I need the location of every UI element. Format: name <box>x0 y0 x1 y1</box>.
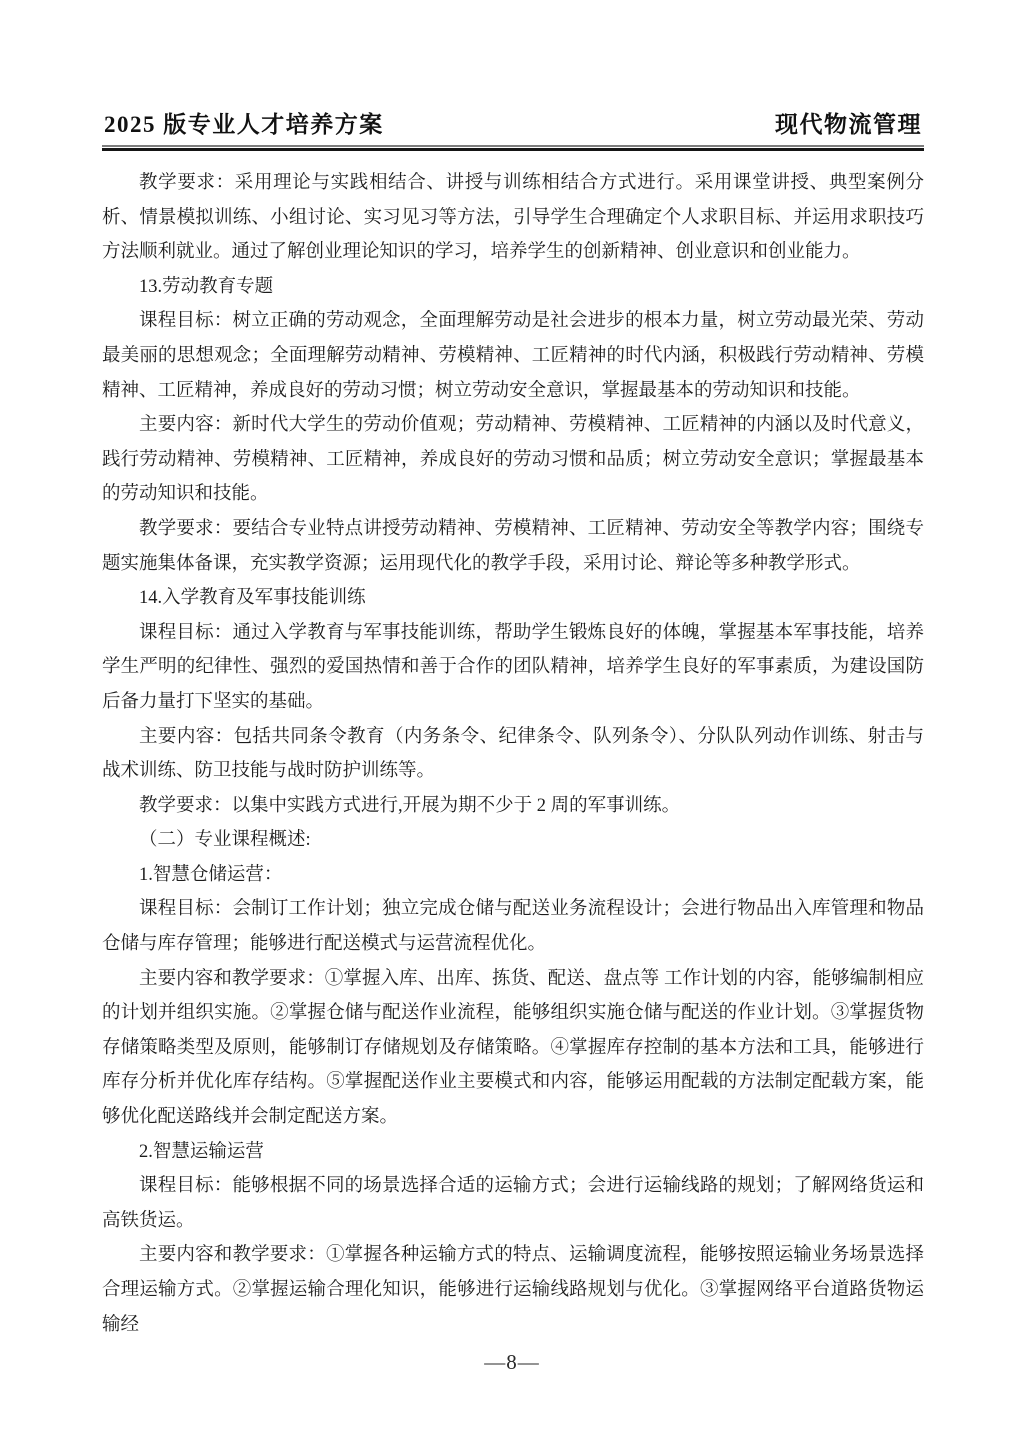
header-right-title: 现代物流管理 <box>775 112 922 137</box>
paragraph-content-requirements-warehousing: 主要内容和教学要求：①掌握入库、出库、拣货、配送、盘点等 工作计划的内容，能够编制相应的计划并组织实施。②掌握仓储与配送作业流程，能够组织实施仓储与配送的作业计划。③掌握货物存储策略类型及原则，能够制订存储规划及存储策略。④掌握库存控制的基本方法和工具，能够进行库存分析并优化库存结构。⑤掌握配送作业主要模式和内容，能够运用配载的方法制定配载方案，能够优化配送路线并会制定配送方案。 <box>102 968 924 1128</box>
heading-1-smart-warehousing: 1.智慧仓储运营： <box>139 864 283 885</box>
header-rule-thin-line <box>102 145 924 147</box>
paragraph-course-objectives-14: 课程目标：通过入学教育与军事技能训练，帮助学生锻炼良好的体魄，掌握基本军事技能，培养学生严明的纪律性、强烈的爱国热情和善于合作的团队精神，培养学生良好的军事素质，为建设国防后备力量打下坚实的基础。 <box>102 622 924 712</box>
paragraph-course-objectives-13: 课程目标：树立正确的劳动观念，全面理解劳动是社会进步的根本力量，树立劳动最光荣、劳动最美丽的思想观念；全面理解劳动精神、劳模精神、工匠精神的时代内涵，积极践行劳动精神、劳模精神、工匠精神，养成良好的劳动习惯；树立劳动安全意识，掌握最基本的劳动知识和技能。 <box>102 311 924 401</box>
page-footer <box>0 1350 1024 1375</box>
paragraph-teaching-requirements-12: 教学要求：采用理论与实践相结合、讲授与训练相结合方式进行。采用课堂讲授、典型案例分析、情景模拟训练、小组讨论、实习见习等方法，引导学生合理确定个人求职目标、并运用求职技巧方法顺利就业。通过了解创业理论知识的学习，培养学生的创新精神、创业意识和创业能力。 <box>102 173 924 263</box>
paragraph-course-objectives-transportation: 课程目标：能够根据不同的场景选择合适的运输方式；会进行运输线路的规划；了解网络货运和高铁货运。 <box>102 1176 924 1231</box>
heading-13-labor-education: 13.劳动教育专题 <box>139 276 274 297</box>
page-number: —8— <box>484 1350 540 1374</box>
header-rule <box>102 145 924 151</box>
header-rule-thick-line <box>102 148 924 151</box>
heading-14-enrollment-military-training: 14.入学教育及军事技能训练 <box>139 588 366 609</box>
document-body <box>102 166 924 1342</box>
paragraph-content-requirements-transportation: 主要内容和教学要求：①掌握各种运输方式的特点、运输调度流程，能够按照运输业务场景选择合理运输方式。②掌握运输合理化知识，能够进行运输线路规划与优化。③掌握网络平台道路货物运输经 <box>102 1245 924 1335</box>
paragraph-teaching-requirements-13: 教学要求：要结合专业特点讲授劳动精神、劳模精神、工匠精神、劳动安全等教学内容；围绕专题实施集体备课，充实教学资源；运用现代化的教学手段，采用讨论、辩论等多种教学形式。 <box>102 518 924 574</box>
heading-section-2-professional-courses: （二）专业课程概述: <box>139 830 311 851</box>
paragraph-course-objectives-warehousing: 课程目标：会制订工作计划；独立完成仓储与配送业务流程设计；会进行物品出入库管理和物品仓储与库存管理；能够进行配送模式与运营流程优化。 <box>102 899 924 955</box>
page-header <box>104 112 922 138</box>
heading-2-smart-transportation: 2.智慧运输运营 <box>139 1141 264 1162</box>
paragraph-main-content-14: 主要内容：包括共同条令教育（内务条令、纪律条令、队列条令）、分队队列动作训练、射击与战术训练、防卫技能与战时防护训练等。 <box>102 726 924 782</box>
paragraph-main-content-13: 主要内容：新时代大学生的劳动价值观；劳动精神、劳模精神、工匠精神的内涵以及时代意义，践行劳动精神、劳模精神、工匠精神，养成良好的劳动习惯和品质；树立劳动安全意识；掌握最基本的劳动知识和技能。 <box>102 415 924 505</box>
paragraph-teaching-requirements-14: 教学要求：以集中实践方式进行,开展为期不少于 2 周的军事训练。 <box>139 795 681 816</box>
header-left-title: 2025 版专业人才培养方案 <box>104 112 384 137</box>
